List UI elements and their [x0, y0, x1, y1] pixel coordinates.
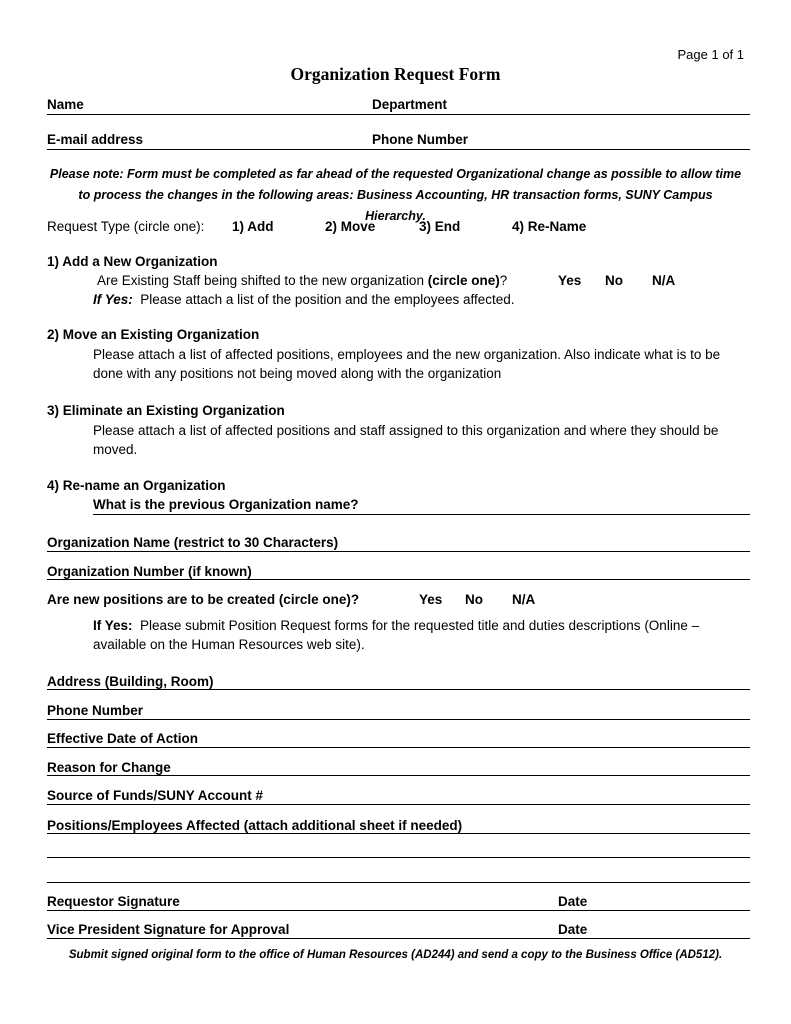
requestor-signature-label: Requestor Signature — [47, 894, 180, 909]
phone-number-label: Phone Number — [372, 132, 469, 147]
request-type-end[interactable]: 3) End — [419, 219, 461, 234]
org-name-field[interactable] — [47, 551, 750, 552]
section-move-heading: 2) Move an Existing Organization — [47, 327, 260, 342]
question-mark: ? — [499, 273, 508, 288]
positions-affected-line-2[interactable] — [47, 857, 750, 858]
positions-affected-label: Positions/Employees Affected (attach additional sheet if needed) — [47, 818, 463, 833]
requestor-signature-field[interactable] — [47, 910, 750, 911]
new-positions-question: Are new positions are to be created (circle one)? — [47, 592, 360, 607]
phone-label: Phone Number — [47, 703, 144, 718]
vp-signature-label: Vice President Signature for Approval — [47, 922, 290, 937]
staff-shift-na[interactable]: N/A — [652, 273, 676, 288]
phone-field[interactable] — [47, 719, 750, 720]
staff-shift-question: Are Existing Staff being shifted to the new organization — [97, 273, 424, 288]
staff-shift-yes[interactable]: Yes — [558, 273, 582, 288]
request-type-move[interactable]: 2) Move — [325, 219, 376, 234]
previous-name-field[interactable] — [93, 514, 750, 515]
section-add-question — [97, 273, 507, 288]
positions-affected-line-3[interactable] — [47, 882, 750, 883]
reason-field[interactable] — [47, 775, 750, 776]
department-label: Department — [372, 97, 448, 112]
section-eliminate-heading: 3) Eliminate an Existing Organization — [47, 403, 285, 418]
circle-one-label: (circle one) — [427, 273, 500, 288]
source-funds-label: Source of Funds/SUNY Account # — [47, 788, 264, 803]
section-add-if-yes — [93, 292, 515, 307]
new-positions-no[interactable]: No — [465, 592, 483, 607]
new-positions-if-yes-text: Please submit Position Request forms for the requested title and duties descriptions (Online – available on the Human Resources web site). — [93, 618, 700, 652]
email-label: E-mail address — [47, 132, 144, 147]
vp-date-label: Date — [558, 922, 588, 937]
new-positions-na[interactable]: N/A — [512, 592, 536, 607]
if-yes-label: If Yes: — [93, 292, 133, 307]
source-funds-field[interactable] — [47, 804, 750, 805]
section-add-heading: 1) Add a New Organization — [47, 254, 218, 269]
name-department-field[interactable] — [47, 114, 750, 115]
vp-signature-field[interactable] — [47, 938, 750, 939]
previous-name-label: What is the previous Organization name? — [93, 497, 359, 512]
org-number-label: Organization Number (if known) — [47, 564, 252, 579]
new-positions-if-yes — [93, 616, 743, 654]
section-rename-heading: 4) Re-name an Organization — [47, 478, 226, 493]
if-yes-text: Please attach a list of the position and the employees affected. — [140, 292, 515, 307]
new-positions-yes[interactable]: Yes — [419, 592, 443, 607]
page-title: Organization Request Form — [290, 64, 501, 84]
reason-label: Reason for Change — [47, 760, 171, 775]
org-name-label: Organization Name (restrict to 30 Characters) — [47, 535, 339, 550]
staff-shift-no[interactable]: No — [605, 273, 623, 288]
email-phone-field[interactable] — [47, 149, 750, 150]
effective-date-field[interactable] — [47, 747, 750, 748]
request-type-label: Request Type (circle one): — [47, 219, 205, 234]
request-type-add[interactable]: 1) Add — [232, 219, 274, 234]
effective-date-label: Effective Date of Action — [47, 731, 199, 746]
request-type-rename[interactable]: 4) Re-Name — [512, 219, 587, 234]
org-number-field[interactable] — [47, 579, 750, 580]
section-eliminate-text: Please attach a list of affected positions and staff assigned to this organization and where they should be moved. — [93, 423, 719, 457]
new-positions-if-yes-label: If Yes: — [93, 618, 133, 633]
section-move-text: Please attach a list of affected positions, employees and the new organization. Also indicate what is to be done with any positions not being moved along with the organization — [93, 347, 721, 381]
address-label: Address (Building, Room) — [47, 674, 214, 689]
page-number: Page 1 of 1 — [677, 47, 744, 62]
name-label: Name — [47, 97, 84, 112]
footer-instructions: Submit signed original form to the office of Human Resources (AD244) and send a copy to the Business Office (AD512). — [68, 949, 723, 961]
positions-affected-field[interactable] — [47, 833, 750, 834]
form-note: Please note: Form must be completed as far ahead of the requested Organizational change as possible to allow time to process the changes in the following areas: Business Accounting, HR transaction forms, SUNY Campus Hierarchy. — [49, 167, 742, 223]
address-field[interactable] — [47, 689, 750, 690]
requestor-date-label: Date — [558, 894, 588, 909]
